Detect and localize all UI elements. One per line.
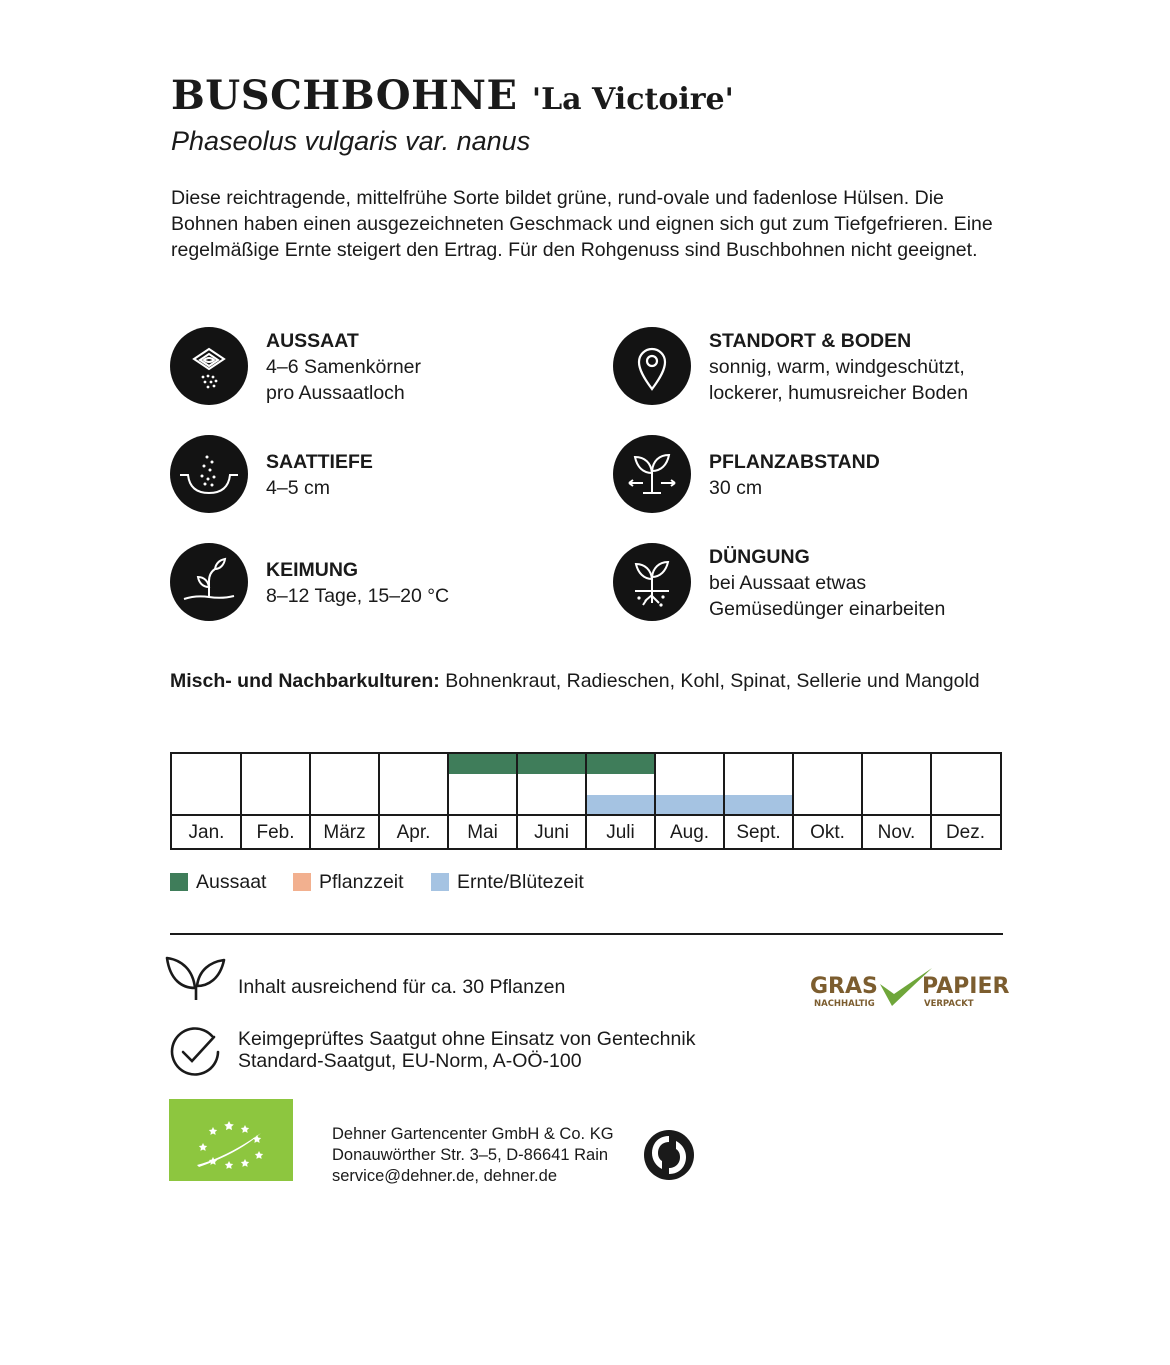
gras-word: GRAS xyxy=(810,974,878,999)
legend-harvest xyxy=(431,871,631,893)
seed-packet-icon xyxy=(170,327,248,405)
eu-organic-logo xyxy=(169,1099,293,1181)
description-line: regelmäßige Ernte steigert den Ertrag. Für den Rohgenuss sind Buschbohnen nicht geeignet. xyxy=(171,239,978,261)
companion-text: Bohnenkraut, Radieschen, Kohl, Spinat, Sellerie und Mangold xyxy=(439,670,980,692)
legend-sowing xyxy=(170,871,290,893)
grid-line xyxy=(654,754,656,848)
feature-text: 4–5 cm xyxy=(266,477,330,499)
description-line: Diese reichtragende, mittelfrühe Sorte bildet grüne, rund-ovale und fadenlose Hülsen. Die xyxy=(171,187,944,209)
feature-title: STANDORT & BODEN xyxy=(709,330,912,352)
feature-keimung xyxy=(170,543,570,643)
gras-papier-logo xyxy=(808,964,1010,1012)
legend-planting xyxy=(293,871,433,893)
grid-line xyxy=(930,754,932,848)
divider xyxy=(170,933,1003,935)
feature-standort xyxy=(613,327,1013,427)
sowing-bar xyxy=(586,754,655,774)
feature-text: 4–6 Samenkörner xyxy=(266,356,422,378)
month-label: Okt. xyxy=(793,814,862,850)
plant-spacing-icon xyxy=(613,435,691,513)
green-dot-recycling-icon xyxy=(642,1128,696,1182)
description xyxy=(171,185,1011,263)
feature-aussaat xyxy=(170,327,570,427)
seedling-icon xyxy=(170,543,248,621)
variety-name: 'La Victoire' xyxy=(531,82,734,117)
latin-name: Phaseolus vulgaris var. nanus xyxy=(171,126,531,156)
check-circle-icon xyxy=(168,1025,222,1079)
month-label: Juli xyxy=(586,814,655,850)
calendar-month xyxy=(655,754,724,848)
address-line: Dehner Gartencenter GmbH & Co. KG xyxy=(332,1125,614,1143)
companion-plants xyxy=(170,670,980,693)
gras-sub: NACHHALTIG xyxy=(814,999,875,1009)
month-label: Aug. xyxy=(655,814,724,850)
calendar-month xyxy=(517,754,586,848)
month-label: Feb. xyxy=(241,814,310,850)
description-line: Bohnen haben einen ausgezeichneten Geschmack und eignen sich gut zum Tiefgefrieren. Eine xyxy=(171,213,993,235)
calendar-month xyxy=(586,754,655,848)
grid-line xyxy=(723,754,725,848)
calendar-month xyxy=(448,754,517,848)
papier-word: PAPIER xyxy=(922,974,1010,999)
month-label: Juni xyxy=(517,814,586,850)
feature-pflanzabstand xyxy=(613,435,1013,535)
grid-line xyxy=(861,754,863,848)
feature-title: PFLANZABSTAND xyxy=(709,451,880,473)
grid-line xyxy=(585,754,587,848)
legend-label: Pflanzzeit xyxy=(319,871,404,893)
grid-line xyxy=(792,754,794,848)
calendar-month xyxy=(241,754,310,848)
grid-line xyxy=(447,754,449,848)
month-label: Dez. xyxy=(931,814,1000,850)
quality-note-2: Standard-Saatgut, EU-Norm, A-OÖ-100 xyxy=(238,1050,582,1072)
calendar-month xyxy=(310,754,379,848)
calendar-month xyxy=(172,754,241,848)
feature-title: KEIMUNG xyxy=(266,559,359,581)
feature-title: AUSSAAT xyxy=(266,330,359,352)
feature-title: DÜNGUNG xyxy=(709,546,810,568)
grid-line xyxy=(309,754,311,848)
harvest-bar xyxy=(655,795,724,814)
sowing-bar xyxy=(517,754,586,774)
grid-line xyxy=(378,754,380,848)
feature-saattiefe xyxy=(170,435,570,535)
leaves-icon xyxy=(164,952,228,1004)
company-address xyxy=(332,1124,614,1187)
location-pin-icon xyxy=(613,327,691,405)
address-line: Donauwörther Str. 3–5, D-86641 Rain xyxy=(332,1146,609,1164)
feature-text: pro Aussaatloch xyxy=(266,382,405,404)
product-title xyxy=(171,72,734,119)
content-note: Inhalt ausreichend für ca. 30 Pflanzen xyxy=(238,976,566,998)
legend-swatch xyxy=(431,873,449,891)
calendar-month xyxy=(724,754,793,848)
legend-swatch xyxy=(293,873,311,891)
grid-line xyxy=(240,754,242,848)
feature-text: 8–12 Tage, 15–20 °C xyxy=(266,585,450,607)
sowing-bar xyxy=(448,754,517,774)
calendar-month xyxy=(862,754,931,848)
feature-title: SAATTIEFE xyxy=(266,451,373,473)
sowing-depth-icon xyxy=(170,435,248,513)
month-label: Nov. xyxy=(862,814,931,850)
product-name: BUSCHBOHNE xyxy=(171,72,518,119)
feature-text: 30 cm xyxy=(709,477,763,499)
month-label: Jan. xyxy=(172,814,241,850)
calendar-month xyxy=(379,754,448,848)
month-label: Sept. xyxy=(724,814,793,850)
harvest-bar xyxy=(586,795,655,814)
legend-label: Ernte/Blütezeit xyxy=(457,871,584,893)
plant-roots-icon xyxy=(613,543,691,621)
organic-leaf-icon xyxy=(169,1099,293,1181)
calendar-month xyxy=(793,754,862,848)
month-label: Mai xyxy=(448,814,517,850)
month-label: März xyxy=(310,814,379,850)
address-line: service@dehner.de, dehner.de xyxy=(332,1167,557,1185)
harvest-bar xyxy=(724,795,793,814)
companion-label: Misch- und Nachbarkulturen: xyxy=(170,670,440,692)
papier-sub: VERPACKT xyxy=(924,999,974,1009)
grid-line xyxy=(516,754,518,848)
feature-text: lockerer, humusreicher Boden xyxy=(709,382,969,404)
feature-text: sonnig, warm, windgeschützt, xyxy=(709,356,965,378)
feature-duengung xyxy=(613,543,1013,643)
feature-text: Gemüsedünger einarbeiten xyxy=(709,598,946,620)
calendar-month xyxy=(931,754,1000,848)
legend-label: Aussaat xyxy=(196,871,267,893)
feature-text: bei Aussaat etwas xyxy=(709,572,867,594)
sowing-calendar xyxy=(170,752,1002,850)
month-label: Apr. xyxy=(379,814,448,850)
legend-swatch xyxy=(170,873,188,891)
quality-note-1: Keimgeprüftes Saatgut ohne Einsatz von Gentechnik xyxy=(238,1028,696,1050)
